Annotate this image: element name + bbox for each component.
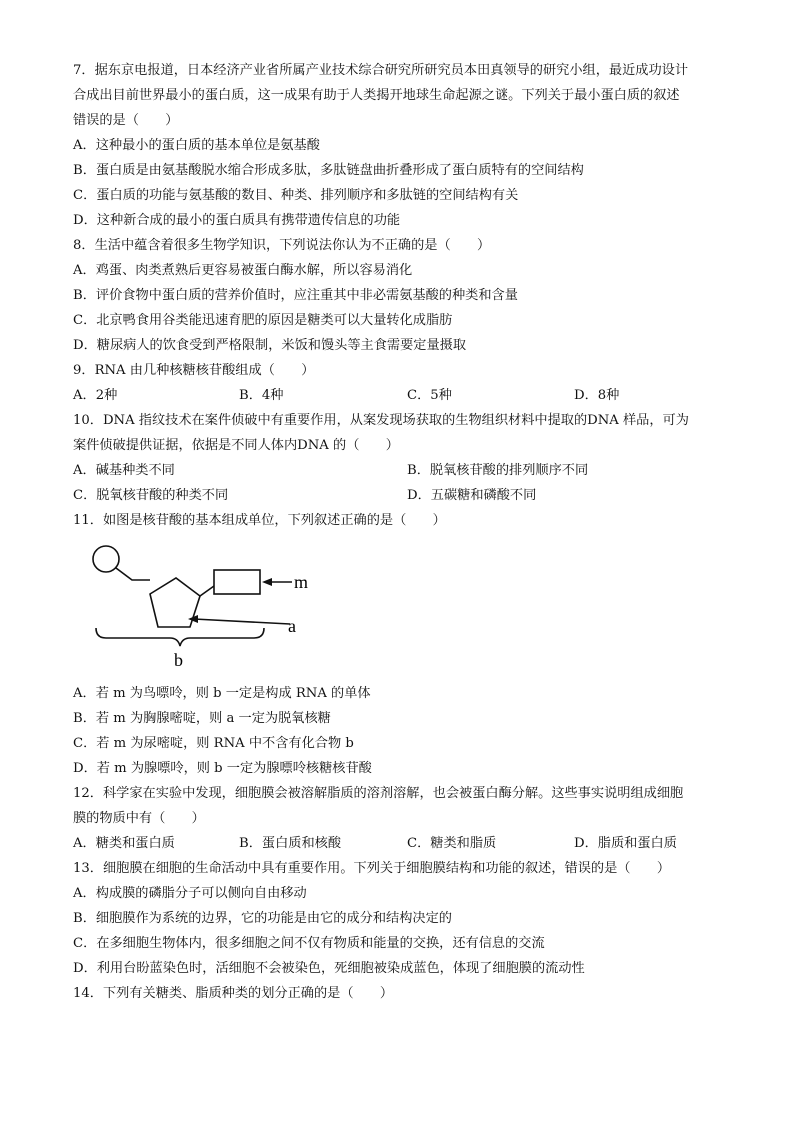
q9-option-a: A．2种 bbox=[73, 388, 118, 403]
q13-option-a: A．构成膜的磷脂分子可以侧向自由移动 bbox=[73, 886, 307, 901]
q13-stem: 13．细胞膜在细胞的生命活动中具有重要作用。下列关于细胞膜结构和功能的叙述，错误的是（ ） bbox=[73, 861, 671, 876]
q12-option-c: C．糖类和脂质 bbox=[407, 836, 497, 851]
q7-stem-line-1: 7．据东京电报道，日本经济产业省所属产业技术综合研究所研究员本田真领导的研究小组，最近成功设计 bbox=[73, 63, 689, 78]
q10-stem-line-1: 10．DNA 指纹技术在案件侦破中有重要作用，从案发现场获取的生物组织材料中提取的DNA 样品，可为 bbox=[73, 413, 689, 428]
q8-option-d: D．糖尿病人的饮食受到严格限制，米饭和馒头等主食需要定量摄取 bbox=[73, 338, 467, 353]
q9-option-b: B．4种 bbox=[239, 388, 284, 403]
q8-option-c: C．北京鸭食用谷类能迅速育肥的原因是糖类可以大量转化成脂肪 bbox=[73, 313, 453, 328]
q10-option-d: D．五碳糖和磷酸不同 bbox=[407, 488, 537, 503]
q9-option-c: C．5种 bbox=[407, 388, 452, 403]
base-rectangle bbox=[214, 570, 260, 594]
q7-option-d: D．这种新合成的最小的蛋白质具有携带遗传信息的功能 bbox=[73, 213, 401, 228]
a-arrow-line bbox=[194, 619, 290, 624]
q11-option-b: B．若 m 为胸腺嘧啶，则 a 一定为脱氧核糖 bbox=[73, 711, 331, 726]
q14-stem: 14．下列有关糖类、脂质种类的划分正确的是（ ） bbox=[73, 986, 394, 1001]
q13-option-d: D．利用台盼蓝染色时，活细胞不会被染色，死细胞被染成蓝色，体现了细胞膜的流动性 bbox=[73, 961, 585, 976]
phosphate-bond bbox=[116, 568, 150, 580]
q11-option-a: A．若 m 为鸟嘌呤，则 b 一定是构成 RNA 的单体 bbox=[73, 686, 371, 701]
q11-option-c: C．若 m 为尿嘧啶，则 RNA 中不含有化合物 b bbox=[73, 736, 354, 751]
q11-option-d: D．若 m 为腺嘌呤，则 b 一定为腺嘌呤核糖核苷酸 bbox=[73, 761, 372, 776]
q12-option-a: A．糖类和蛋白质 bbox=[73, 836, 175, 851]
q12-option-d: D．脂质和蛋白质 bbox=[574, 836, 677, 851]
q10-option-b: B．脱氧核苷酸的排列顺序不同 bbox=[407, 463, 589, 478]
q7-option-a: A．这种最小的蛋白质的基本单位是氨基酸 bbox=[73, 138, 320, 153]
q11-stem: 11．如图是核苷酸的基本组成单位，下列叙述正确的是（ ） bbox=[73, 513, 446, 528]
label-a: a bbox=[288, 616, 296, 636]
q13-option-c: C．在多细胞生物体内，很多细胞之间不仅有物质和能量的交换，还有信息的交流 bbox=[73, 936, 545, 951]
q12-stem-line-2: 膜的物质中有（ ） bbox=[73, 811, 205, 826]
base-bond bbox=[200, 586, 214, 596]
q7-stem-line-3: 错误的是（ ） bbox=[73, 113, 179, 128]
q10-option-c: C．脱氧核苷酸的种类不同 bbox=[73, 488, 229, 503]
b-brace bbox=[96, 628, 264, 646]
q13-option-b: B．细胞膜作为系统的边界，它的功能是由它的成分和结构决定的 bbox=[73, 911, 452, 926]
phosphate-circle bbox=[93, 546, 119, 572]
q10-option-a: A．碱基种类不同 bbox=[73, 463, 175, 478]
label-m: m bbox=[294, 572, 309, 592]
label-b: b bbox=[174, 650, 183, 670]
q9-stem: 9．RNA 由几种核糖核苷酸组成（ ） bbox=[73, 363, 315, 378]
q7-option-b: B．蛋白质是由氨基酸脱水缩合形成多肽，多肽链盘曲折叠形成了蛋白质特有的空间结构 bbox=[73, 163, 584, 178]
q7-option-c: C．蛋白质的功能与氨基酸的数目、种类、排列顺序和多肽链的空间结构有关 bbox=[73, 188, 519, 203]
q8-stem: 8．生活中蕴含着很多生物学知识，下列说法你认为不正确的是（ ） bbox=[73, 238, 491, 253]
q12-stem-line-1: 12．科学家在实验中发现，细胞膜会被溶解脂质的溶剂溶解，也会被蛋白酶分解。这些事实说明组成细胞 bbox=[73, 786, 684, 801]
q7-stem-line-2: 合成出目前世界最小的蛋白质，这一成果有助于人类揭开地球生命起源之谜。下列关于最小蛋白质的叙述 bbox=[73, 88, 680, 103]
q10-stem-line-2: 案件侦破提供证据，依据是不同人体内DNA 的（ ） bbox=[73, 438, 399, 453]
nucleotide-svg bbox=[88, 540, 328, 675]
q8-option-b: B．评价食物中蛋白质的营养价值时，应注重其中非必需氨基酸的种类和含量 bbox=[73, 288, 518, 303]
q9-option-d: D．8种 bbox=[574, 388, 620, 403]
q12-option-b: B．蛋白质和核酸 bbox=[239, 836, 342, 851]
q8-option-a: A．鸡蛋、肉类煮熟后更容易被蛋白酶水解，所以容易消化 bbox=[73, 263, 413, 278]
m-arrow-head bbox=[262, 578, 272, 586]
nucleotide-diagram bbox=[88, 540, 328, 675]
